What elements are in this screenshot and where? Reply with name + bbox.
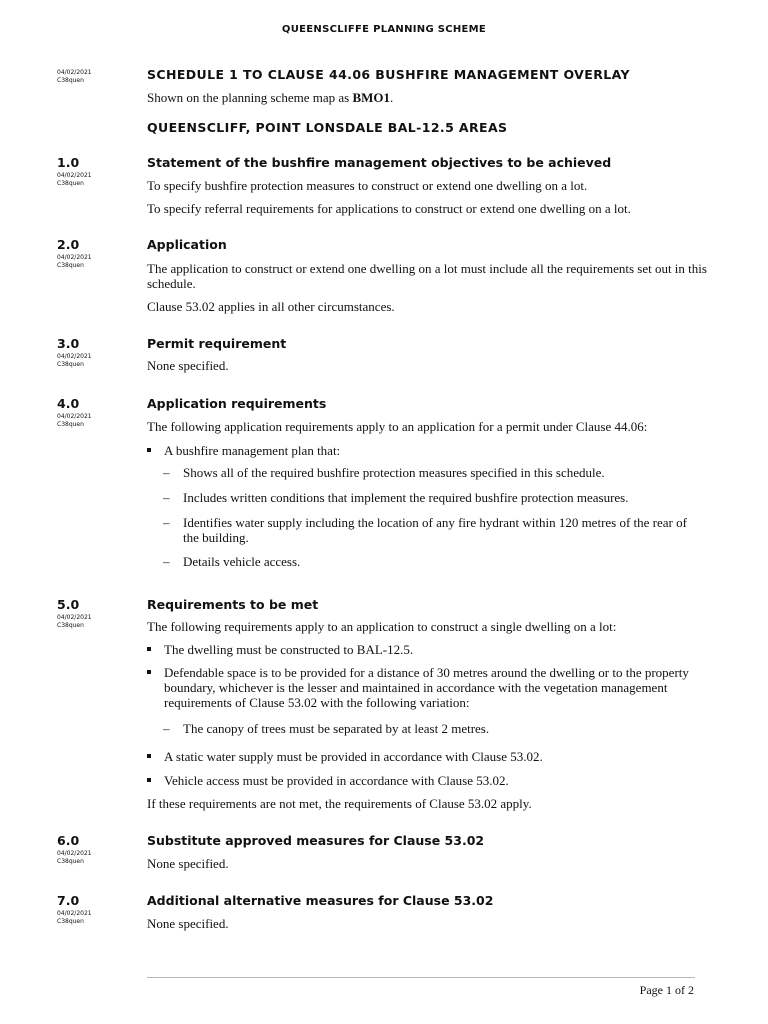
list-item-text: A static water supply must be provided in accordance with Clause 53.02. — [164, 749, 543, 764]
section-number: 2.0 — [57, 237, 80, 252]
section-title: Application requirements — [147, 396, 327, 411]
paragraph: The following requirements apply to an application to construct a single dwelling on a lot: — [147, 619, 617, 634]
list-item-text: Defendable space is to be provided for a distance of 30 metres around the dwelling or to the property boundary, whichever is the lesser and maintained in accordance with the vegetation management requirements of Clause 53.02 with the following variation: — [164, 665, 689, 710]
paragraph: None specified. — [147, 856, 229, 871]
amendment-date: 04/02/2021 — [57, 69, 92, 76]
paragraph: None specified. — [147, 916, 229, 931]
paragraph: None specified. — [147, 358, 229, 373]
dash-marker: – — [163, 515, 170, 530]
amendment-code: C38quen — [57, 76, 84, 84]
section-number: 6.0 — [57, 833, 80, 848]
paragraph: Clause 53.02 applies in all other circumstances. — [147, 299, 395, 314]
dash-marker: – — [163, 465, 170, 480]
bullet-marker — [147, 670, 151, 674]
section-number: 7.0 — [57, 893, 80, 908]
section-title: Statement of the bushfire management objectives to be achieved — [147, 155, 612, 170]
paragraph: To specify referral requirements for applications to construct or extend one dwelling on a lot. — [147, 201, 631, 216]
list-item-text: A bushfire management plan that: — [164, 443, 341, 458]
document-header: QUEENSCLIFFE PLANNING SCHEME — [281, 24, 487, 35]
bullet-marker — [147, 778, 151, 782]
section-title: Substitute approved measures for Clause 53.02 — [147, 833, 485, 848]
amendment-stamp — [57, 850, 92, 865]
bullet-marker — [147, 754, 151, 758]
section-title: Permit requirement — [147, 336, 287, 351]
amendment-code: C38quen — [57, 621, 84, 629]
amendment-stamp — [57, 353, 92, 368]
dash-marker: – — [163, 554, 170, 569]
paragraph: To specify bushfire protection measures to construct or extend one dwelling on a lot. — [147, 178, 588, 193]
sub-list-item — [163, 721, 703, 736]
section-title: Requirements to be met — [147, 597, 319, 612]
sub-list-item — [163, 465, 703, 480]
amendment-code: C38quen — [57, 360, 84, 368]
amendment-code: C38quen — [57, 261, 84, 269]
sub-list-item-text: Details vehicle access. — [183, 554, 301, 569]
dash-marker: – — [163, 721, 170, 736]
section-number: 1.0 — [57, 155, 80, 170]
sub-list-item-text: Identifies water supply including the location of any fire hydrant within 120 metres of the rear of the building. — [183, 515, 687, 545]
overlay-code: BMO1 — [352, 90, 390, 105]
section-number: 3.0 — [57, 336, 80, 351]
amendment-date: 04/02/2021 — [57, 172, 92, 179]
section-number: 5.0 — [57, 597, 80, 612]
list-item-text: The dwelling must be constructed to BAL-12.5. — [164, 642, 414, 657]
list-item-text: Vehicle access must be provided in accordance with Clause 53.02. — [164, 773, 509, 788]
sub-list-item-text: Shows all of the required bushfire protection measures specified in this schedule. — [183, 465, 605, 480]
amendment-code: C38quen — [57, 420, 84, 428]
sub-list-item — [163, 554, 703, 569]
amendment-date: 04/02/2021 — [57, 413, 92, 420]
amendment-date: 04/02/2021 — [57, 353, 92, 360]
amendment-date: 04/02/2021 — [57, 254, 92, 261]
section-title: Application — [147, 237, 227, 252]
paragraph: If these requirements are not met, the requirements of Clause 53.02 apply. — [147, 796, 532, 811]
sub-list-item — [163, 490, 703, 505]
amendment-date: 04/02/2021 — [57, 910, 92, 917]
list-item — [147, 773, 702, 788]
amendment-stamp — [57, 254, 92, 269]
shown-on-map-end: . — [390, 90, 394, 105]
amendment-stamp — [57, 910, 92, 925]
sub-list-item-text: The canopy of trees must be separated by at least 2 metres. — [183, 721, 490, 736]
bullet-marker — [147, 448, 151, 452]
amendment-stamp — [57, 413, 92, 428]
page-number: Page 1 of 2 — [639, 983, 694, 997]
shown-on-map-lead: Shown on the planning scheme map as — [147, 90, 353, 105]
list-item — [147, 443, 702, 458]
section-title: Additional alternative measures for Clause 53.02 — [147, 893, 494, 908]
list-item — [147, 642, 702, 657]
amendment-stamp — [57, 69, 92, 84]
amendment-stamp — [57, 172, 92, 187]
dash-marker: – — [163, 490, 170, 505]
amendment-code: C38quen — [57, 917, 84, 925]
amendment-stamp — [57, 614, 92, 629]
paragraph: The following application requirements apply to an application for a permit under Clause 44.06: — [147, 419, 648, 434]
schedule-subtitle: QUEENSCLIFF, POINT LONSDALE BAL-12.5 AREAS — [147, 120, 508, 135]
amendment-code: C38quen — [57, 857, 84, 865]
amendment-code: C38quen — [57, 179, 84, 187]
footer-divider — [147, 977, 695, 978]
bullet-marker — [147, 647, 151, 651]
amendment-date: 04/02/2021 — [57, 850, 92, 857]
shown-on-map-text — [147, 90, 707, 105]
amendment-date: 04/02/2021 — [57, 614, 92, 621]
sub-list-item-text: Includes written conditions that implement the required bushfire protection measures. — [183, 490, 629, 505]
sub-list-item — [163, 515, 703, 545]
paragraph: The application to construct or extend one dwelling on a lot must include all the requirements set out in this schedule. — [147, 261, 707, 291]
section-number: 4.0 — [57, 396, 80, 411]
schedule-title: SCHEDULE 1 TO CLAUSE 44.06 BUSHFIRE MANAGEMENT OVERLAY — [147, 67, 630, 82]
list-item — [147, 749, 702, 764]
list-item — [147, 665, 702, 710]
